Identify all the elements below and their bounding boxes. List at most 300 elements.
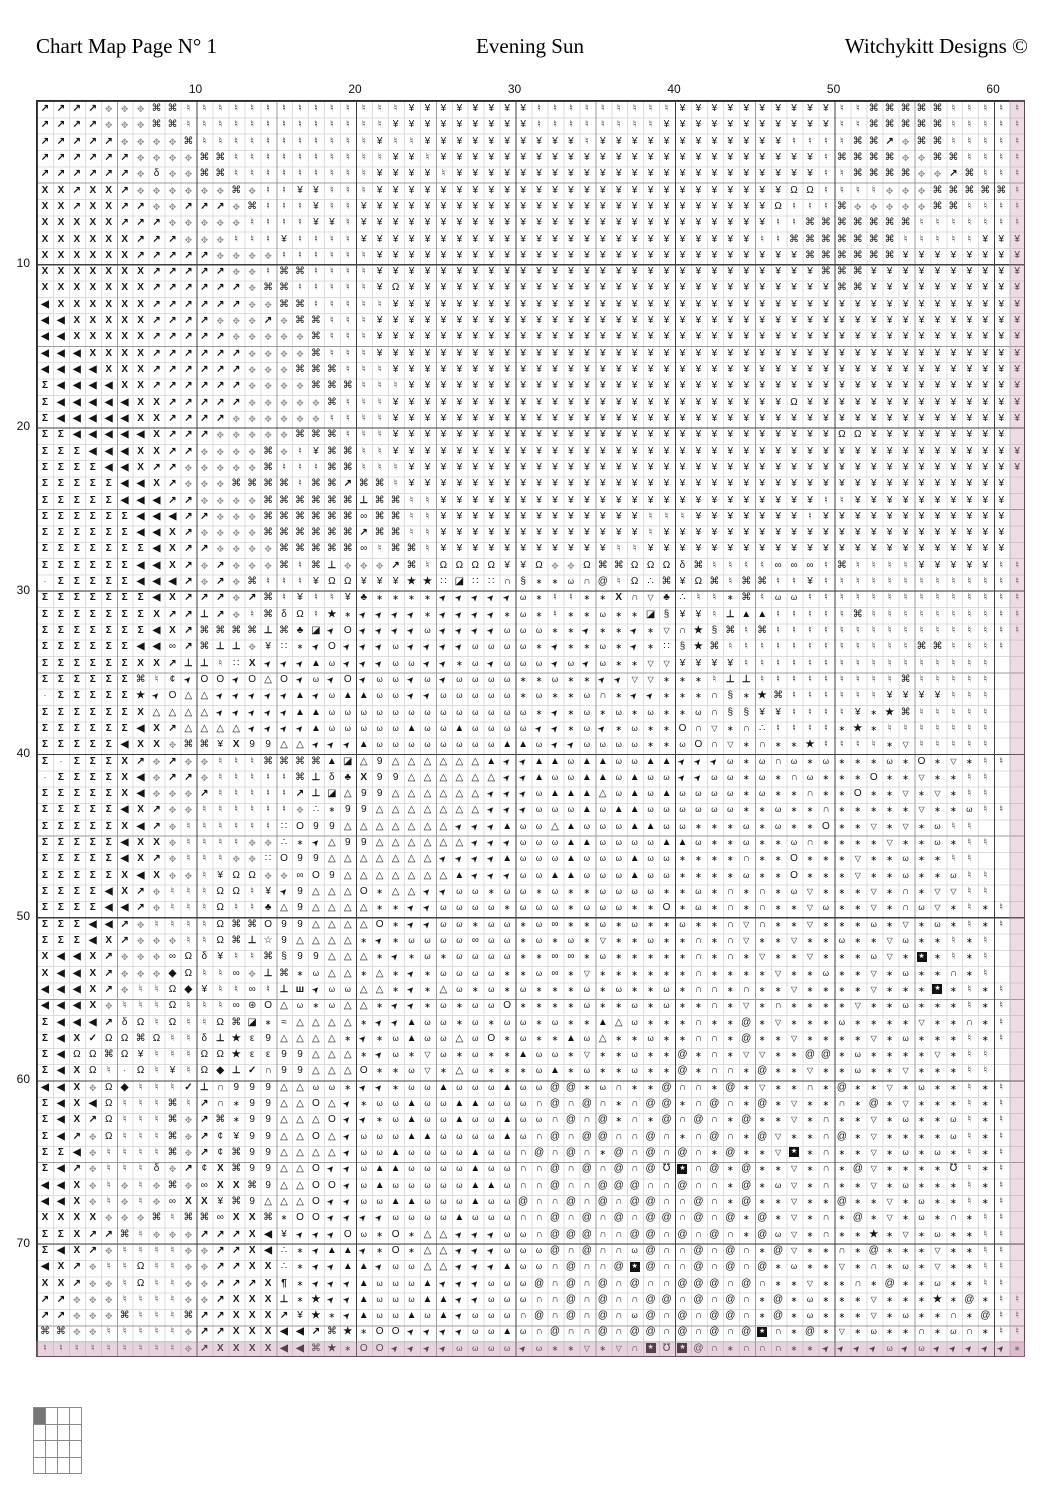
chart-cell: ¥	[711, 249, 718, 261]
chart-cell: ∗	[647, 968, 654, 978]
chart-cell: ¥	[807, 576, 813, 588]
chart-cell: ∗	[838, 1213, 846, 1223]
chart-cell: Ω	[104, 1032, 113, 1044]
chart-cell: ♮	[106, 1342, 111, 1354]
chart-cell: ∗	[854, 772, 862, 782]
chart-row	[37, 851, 1024, 867]
chart-cell: ∗	[296, 1278, 304, 1288]
page-map-cell	[70, 1441, 82, 1458]
chart-cell: ∩	[742, 1310, 750, 1322]
chart-cell: ∞	[232, 967, 240, 979]
chart-cell: @	[693, 1342, 704, 1354]
chart-cell: ω	[344, 707, 351, 717]
chart-cell: ➤	[309, 690, 321, 702]
chart-cell: ★	[231, 1032, 241, 1044]
chart-cell: ➤	[548, 706, 561, 718]
chart-cell: ∗	[870, 805, 878, 815]
chart-cell: ∗	[631, 1033, 638, 1043]
chart-cell: Σ	[137, 592, 144, 604]
chart-cell: ∗	[886, 1131, 893, 1141]
chart-row	[37, 1341, 1024, 1357]
chart-cell: ↗	[184, 282, 193, 294]
chart-cell: ∗	[440, 952, 447, 962]
chart-cell: ↗	[184, 331, 193, 343]
chart-cell: ✥	[89, 1180, 97, 1191]
chart-cell: ¥	[711, 168, 718, 180]
chart-cell: ω	[679, 805, 686, 815]
chart-cell: @	[645, 1244, 656, 1256]
chart-cell: X	[105, 934, 113, 946]
chart-cell: ⌘	[932, 103, 943, 114]
chart-cell: ♮	[202, 837, 207, 849]
chart-cell: ▽	[424, 1050, 431, 1060]
chart-cell: ω	[567, 577, 575, 587]
chart-cell: ∗	[838, 1050, 846, 1060]
chart-cell: ¥	[918, 331, 925, 343]
chart-cell: §	[663, 608, 670, 620]
chart-cell: ∗	[647, 1115, 654, 1125]
chart-cell: X	[615, 592, 623, 604]
chart-cell: ▽	[870, 1294, 877, 1304]
chart-cell: ∗	[965, 1213, 973, 1223]
chart-cell: ∗	[551, 1001, 559, 1011]
chart-cell: ∗	[647, 1050, 654, 1060]
chart-cell: Ω	[216, 1049, 225, 1061]
chart-cell: ∩	[535, 1326, 543, 1338]
chart-cell: △	[391, 820, 400, 832]
chart-cell: ✥	[104, 1001, 113, 1012]
chart-cell: ♮	[967, 820, 972, 832]
chart-cell: ♮	[298, 282, 302, 294]
chart-cell: Σ	[41, 608, 48, 620]
chart-cell: ¥	[647, 298, 654, 310]
chart-cell: ◀	[57, 967, 65, 979]
chart-cell: ✥	[152, 772, 161, 783]
chart-cell: ♮	[282, 119, 286, 131]
chart-cell: ∩	[567, 1326, 575, 1338]
chart-cell: ∩	[822, 1147, 830, 1158]
chart-cell: ¥	[695, 233, 702, 245]
chart-cell: §	[520, 576, 526, 588]
chart-cell: ω	[583, 1033, 590, 1043]
chart-cell: X	[57, 266, 65, 278]
chart-cell: ↗	[72, 1130, 82, 1142]
chart-cell: ¥	[552, 543, 558, 555]
chart-cell: ⌘	[294, 429, 305, 441]
chart-cell: ¥	[552, 217, 558, 229]
chart-cell: ¥	[520, 559, 526, 571]
chart-cell: ∩	[710, 983, 718, 995]
chart-cell: ¥	[536, 298, 542, 310]
chart-cell: ω	[583, 854, 590, 864]
chart-cell: ✥	[264, 413, 272, 424]
chart-cell: ω	[504, 1180, 511, 1190]
chart-cell: ⌘	[884, 119, 895, 131]
chart-cell: △	[471, 771, 480, 783]
chart-cell: ♮	[154, 918, 159, 930]
chart-cell: ♮	[202, 934, 207, 946]
chart-cell: ◪	[327, 788, 337, 800]
chart-cell: ◀	[57, 1032, 65, 1044]
chart-cell: ♮	[202, 1000, 207, 1012]
chart-cell: ∗	[790, 1327, 798, 1337]
chart-cell: ¥	[584, 510, 590, 522]
chart-cell: @	[677, 1228, 688, 1240]
chart-cell: ¥	[679, 331, 686, 343]
chart-cell: Σ	[89, 804, 96, 816]
chart-cell: ♮	[377, 298, 382, 310]
chart-cell: ✥	[296, 381, 304, 392]
chart-cell: ¥	[600, 461, 606, 473]
chart-cell: ➤	[325, 1277, 337, 1289]
chart-cell: ∗	[487, 887, 495, 896]
chart-cell: ¥	[472, 347, 479, 359]
chart-cell: ω	[392, 723, 399, 733]
chart-cell: ∗	[790, 1294, 798, 1304]
chart-cell: ⌘	[279, 559, 290, 571]
chart-cell	[1009, 949, 1025, 965]
chart-cell: ¥	[600, 494, 606, 506]
chart-cell: ⌘	[231, 625, 242, 636]
chart-cell: ▽	[727, 740, 734, 750]
chart-cell: ∗	[726, 1115, 734, 1125]
chart-cell: ¥	[584, 217, 590, 229]
chart-cell: ◀	[136, 494, 145, 506]
chart-cell: ✥	[232, 267, 240, 278]
chart-cell: Σ	[89, 527, 96, 539]
chart-cell: X	[153, 869, 160, 881]
chart-cell: ∗	[870, 789, 878, 799]
chart-cell: ◀	[88, 1098, 97, 1110]
chart-cell: ✥	[104, 1294, 113, 1305]
chart-cell: ¥	[584, 282, 590, 294]
chart-cell: ¥	[775, 412, 781, 424]
chart-cell: ∗	[934, 805, 941, 815]
chart-cell: ¥	[839, 347, 845, 359]
chart-cell: ¥	[839, 364, 845, 375]
chart-cell: ★	[327, 608, 337, 620]
chart-cell: ⌘	[231, 1147, 242, 1158]
chart-cell: @	[693, 1212, 704, 1224]
chart-cell: △	[487, 771, 496, 783]
chart-cell: ∩	[583, 1310, 591, 1322]
chart-cell: ↗	[168, 494, 177, 506]
chart-cell: ∗	[567, 1050, 575, 1060]
chart-cell: ➤	[389, 625, 401, 637]
chart-cell: 9	[265, 739, 271, 751]
chart-cell: @	[549, 1130, 561, 1142]
chart-cell: O	[312, 1195, 320, 1207]
chart-cell: ✥	[359, 560, 368, 571]
chart-cell: ¥	[584, 168, 590, 180]
chart-cell: ω	[567, 756, 575, 766]
chart-cell: ∩	[726, 1228, 734, 1240]
chart-cell: ∗	[854, 984, 862, 994]
chart-cell: ♮	[983, 119, 988, 131]
chart-cell: ¥	[807, 103, 813, 114]
chart-cell: ¥	[631, 347, 638, 359]
chart-cell: ¥	[998, 282, 1004, 294]
chart-cell: ω	[440, 1050, 447, 1060]
chart-cell: ∗	[950, 838, 957, 848]
chart-cell: ♮	[569, 592, 573, 604]
chart-cell: ω	[488, 1343, 495, 1353]
chart-cell: ¥	[679, 103, 686, 114]
chart-cell: ✥	[248, 267, 256, 278]
chart-cell: Σ	[121, 543, 128, 555]
chart-cell: ∗	[886, 887, 893, 896]
chart-cell: ∩	[742, 1261, 750, 1273]
chart-cell: ¥	[886, 478, 893, 490]
chart-cell: ♮	[345, 217, 350, 229]
chart-cell: ♮	[999, 625, 1003, 636]
chart-cell: ∗	[360, 968, 368, 978]
chart-cell: ⌘	[852, 217, 863, 229]
chart-cell: ➤	[437, 1277, 449, 1289]
chart-cell: ¥	[966, 298, 973, 310]
chart-cell: ∩	[583, 576, 591, 588]
chart-cell: O	[917, 755, 926, 767]
chart-cell: ∗	[679, 935, 686, 945]
chart-cell: ↗	[200, 1326, 209, 1338]
chart-cell: ★	[136, 690, 146, 702]
chart-cell: ⌘	[709, 576, 720, 588]
chart-cell: ✥	[120, 968, 129, 979]
chart-cell: ♮	[840, 576, 844, 588]
stitch-chart-area	[16, 82, 1025, 1357]
chart-cell: ➤	[262, 657, 274, 669]
chart-cell: ¥	[982, 266, 989, 278]
chart-cell: ω	[504, 919, 511, 929]
chart-cell: ω	[504, 674, 511, 684]
chart-cell: ✥	[184, 1294, 193, 1305]
chart-cell: Σ	[57, 902, 64, 914]
chart-cell: ✥	[184, 479, 193, 490]
chart-cell: ¥	[695, 527, 702, 539]
chart-cell: ∗	[567, 691, 575, 701]
chart-cell: δ	[153, 1163, 160, 1175]
chart-cell: ¥	[998, 298, 1004, 310]
chart-cell: ∗	[519, 674, 527, 684]
chart-row	[37, 819, 1024, 835]
chart-cell: ♮	[218, 135, 223, 147]
chart-cell: ∗	[631, 1082, 638, 1092]
chart-cell: ♮	[840, 608, 844, 620]
chart-cell: ¥	[424, 103, 431, 114]
chart-cell: 9	[249, 739, 255, 751]
chart-cell: ω	[519, 1229, 527, 1239]
chart-cell: ▽	[775, 1131, 782, 1141]
chart-cell: ∗	[742, 1066, 750, 1076]
chart-cell: ★	[757, 690, 767, 702]
chart-cell: ¥	[711, 412, 718, 424]
chart-cell: ♮	[314, 103, 318, 114]
page-map-cell	[34, 1457, 46, 1474]
chart-cell: ¥	[727, 331, 734, 343]
chart-cell: ➤	[246, 690, 258, 702]
chart-cell	[1009, 541, 1025, 557]
chart-cell: ♮	[983, 625, 988, 636]
chart-cell: ¥	[663, 527, 670, 539]
chart-cell: ♮	[361, 119, 366, 131]
chart-cell: @	[549, 1098, 561, 1110]
chart-cell: ω	[328, 723, 335, 733]
chart-cell: ➤	[469, 1261, 481, 1273]
chart-cell: ¥	[775, 380, 781, 392]
chart-row	[37, 1178, 1024, 1194]
chart-cell: ♮	[202, 820, 207, 832]
chart-cell: ¥	[902, 364, 909, 375]
chart-cell: X	[264, 1310, 272, 1322]
chart-cell: △	[423, 837, 432, 849]
chart-cell: Σ	[41, 1163, 48, 1175]
chart-cell	[1009, 868, 1025, 884]
chart-cell: ⌘	[868, 249, 879, 261]
chart-cell: ◀	[57, 1114, 65, 1126]
chart-cell: ♮	[154, 673, 159, 685]
chart-cell: ¥	[839, 461, 845, 473]
chart-cell: ∗	[774, 1033, 782, 1043]
chart-cell: ¥	[424, 217, 431, 229]
chart-row	[37, 933, 1024, 949]
chart-cell: ↗	[56, 119, 66, 131]
chart-cell: ¥	[886, 298, 893, 310]
chart-cell: ∗	[758, 805, 766, 815]
chart-cell: ¥	[791, 151, 797, 163]
chart-cell: ω	[472, 903, 479, 913]
chart-cell: ♮	[951, 657, 956, 669]
chart-cell: ♮	[138, 983, 143, 995]
chart-cell: ℧	[662, 1163, 671, 1175]
chart-cell: ➤	[469, 1277, 481, 1289]
chart-cell: ¥	[504, 461, 510, 473]
chart-cell: ⌘	[390, 494, 401, 506]
chart-cell: ω	[488, 723, 495, 733]
chart-cell: ✥	[216, 544, 225, 555]
chart-cell: ➤	[357, 1245, 369, 1257]
chart-cell: ⌘	[310, 364, 321, 375]
chart-cell: ✥	[248, 560, 256, 571]
chart-cell: ¥	[647, 200, 654, 212]
chart-cell: ∗	[424, 1001, 431, 1011]
chart-cell: ¥	[711, 445, 718, 457]
chart-cell: ➤	[293, 674, 306, 686]
chart-cell: ∗	[503, 984, 511, 994]
chart-cell: ¥	[600, 510, 606, 522]
chart-cell: ◀	[136, 559, 145, 571]
chart-cell: ∗	[806, 1164, 814, 1174]
chart-cell: ∩	[615, 1195, 623, 1207]
chart-cell: ¥	[647, 282, 654, 294]
chart-cell: ∩	[599, 1261, 607, 1273]
chart-cell: ∗	[567, 887, 575, 896]
chart-cell: X	[248, 1228, 256, 1240]
chart-cell: ω	[934, 1148, 941, 1157]
chart-cell: ∩	[726, 902, 734, 914]
chart-cell: ∗	[663, 723, 670, 733]
chart-cell: ♮	[792, 135, 796, 147]
chart-cell: ¥	[520, 445, 526, 457]
chart-cell: ♮	[664, 103, 669, 114]
chart-cell: ∗	[902, 805, 909, 815]
chart-cell: ω	[504, 1278, 511, 1288]
chart-cell: ω	[488, 1115, 495, 1125]
chart-cell: ¥	[807, 543, 813, 555]
chart-cell: ✥	[232, 593, 240, 604]
chart-cell: ♮	[138, 1326, 143, 1338]
chart-cell: ¥	[966, 331, 973, 343]
chart-cell: ↗	[168, 429, 177, 441]
chart-cell: ♮	[234, 788, 238, 800]
chart-cell: ✥	[344, 560, 352, 571]
chart-cell: ∩	[949, 967, 957, 979]
chart-cell: ¥	[600, 429, 606, 441]
chart-cell: ∗	[838, 838, 846, 848]
chart-row	[37, 966, 1024, 982]
chart-cell: ⌘	[263, 527, 274, 539]
chart-cell: Σ	[105, 559, 112, 571]
chart-cell: ➤	[341, 1196, 353, 1208]
chart-cell: ♮	[824, 673, 828, 685]
chart-cell: ¥	[472, 119, 479, 131]
chart-cell: ◀	[57, 1081, 65, 1093]
chart-cell: ➤	[453, 1326, 465, 1338]
chart-cell: ω	[504, 952, 511, 962]
chart-cell: ∗	[710, 1082, 718, 1092]
chart-cell: ¥	[823, 364, 829, 375]
chart-cell: ↗	[152, 266, 161, 278]
chart-cell: O	[487, 1032, 496, 1044]
chart-cell: ¥	[711, 135, 718, 147]
chart-cell: ω	[440, 1148, 447, 1157]
chart-cell: X	[89, 315, 97, 327]
chart-cell: X	[57, 1212, 65, 1224]
chart-cell: ¥	[743, 233, 749, 245]
chart-cell: ¥	[600, 233, 606, 245]
chart-cell: ⌘	[836, 266, 847, 278]
chart-cell: ¥	[839, 396, 845, 408]
chart-cell: ✥	[152, 152, 161, 163]
chart-cell	[993, 835, 1009, 851]
chart-cell: ◀	[120, 478, 129, 490]
chart-cell: ω	[790, 756, 798, 766]
chart-cell: ♮	[824, 625, 828, 636]
chart-cell: ∩	[678, 625, 687, 636]
chart-row	[37, 1324, 1024, 1340]
chart-cell: ∗	[583, 674, 591, 684]
chart-cell: ♮	[361, 429, 366, 441]
chart-cell: ¥	[743, 494, 749, 506]
chart-cell: Σ	[41, 412, 48, 424]
chart-cell: ⌘	[868, 103, 879, 114]
chart-row	[37, 264, 1024, 280]
chart-cell: ω	[456, 740, 463, 750]
chart-cell: ♮	[361, 412, 366, 424]
chart-cell: ω	[535, 1115, 543, 1125]
chart-cell: ¥	[727, 249, 734, 261]
chart-cell: ω	[392, 1050, 399, 1060]
chart-cell: ω	[312, 1082, 320, 1092]
chart-cell: 9	[376, 755, 383, 767]
chart-cell: ∩	[694, 934, 702, 946]
chart-cell: ◀	[72, 951, 81, 963]
chart-cell: O	[359, 1342, 368, 1354]
chart-cell: ¥	[663, 249, 670, 261]
chart-cell: Σ	[57, 494, 64, 506]
chart-cell: ▽	[615, 1343, 622, 1353]
chart-cell: ∗	[296, 1262, 304, 1272]
chart-cell: ω	[519, 626, 527, 635]
